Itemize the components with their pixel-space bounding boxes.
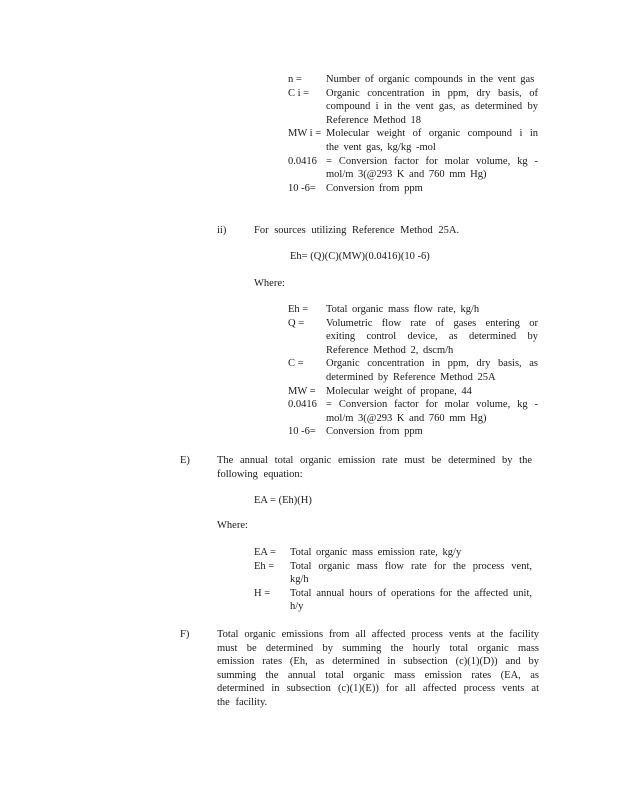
item-f-label: F) (180, 629, 190, 640)
item-ii-label: ii) (217, 225, 227, 236)
definition-row (288, 127, 538, 154)
definition-symbol: EA = (254, 547, 276, 558)
definition-row (288, 425, 538, 439)
definition-row (254, 560, 532, 587)
definition-text: Number of organic compounds in the vent gas (326, 74, 535, 85)
equation-annual-emission-rate: EA = (Eh)(H) (254, 495, 312, 506)
definition-row (254, 546, 532, 560)
definition-symbol: Eh = (254, 560, 275, 572)
definition-text: Total organic mass flow rate for the process vent, kg/h (290, 560, 532, 586)
definition-symbol: C = (288, 358, 304, 370)
item-f-text: Total organic emissions from all affected process vents at the facility must be determined by summing the hourly total organic mass emission rates (Eh, as determined in subsection (c)(1)(D)) and by summing the annual total organic mass emission rates (EA, as determined in subsection (c)(1)(E)) for all affected process vents at the facility. (217, 629, 539, 708)
definition-text: Total organic mass flow rate, kg/h (326, 304, 480, 315)
definition-row (288, 73, 538, 87)
definition-symbol: MW = (288, 385, 316, 397)
definition-text: Molecular weight of propane, 44 (326, 385, 472, 397)
definition-text: = Conversion factor for molar volume, kg - mol/m 3(@293 K and 760 mm Hg) (326, 399, 538, 424)
where-label: Where: (217, 520, 248, 531)
definition-row (288, 87, 538, 128)
item-ii-text: For sources utilizing Reference Method 25A. (254, 225, 460, 236)
definition-row (254, 587, 532, 614)
definition-symbol: MW i = (288, 128, 322, 140)
definition-row (288, 182, 538, 196)
where-label: Where: (254, 278, 285, 289)
definitions-annual-rate (254, 546, 532, 614)
definition-symbol: Eh = (288, 304, 309, 315)
definition-row (288, 303, 538, 317)
item-e-label: E) (180, 455, 190, 466)
item-e-text: The annual total organic emission rate must be determined by the following equation: (217, 455, 532, 480)
equation-mass-flow-rate: Eh= (Q)(C)(MW)(0.0416)(10 -6) (290, 251, 430, 262)
definition-row (288, 155, 538, 182)
definition-row (288, 385, 538, 399)
definition-row (288, 317, 538, 358)
definition-symbol: 10 -6= (288, 426, 316, 438)
definition-symbol: H = (254, 587, 271, 599)
definition-text: Organic concentration in ppm, dry basis, of compound i in the vent gas, as determined by Reference Method 18 (326, 87, 538, 126)
definition-symbol: Q = (288, 317, 305, 329)
definition-text: Total annual hours of operations for the affected unit, h/y (290, 587, 532, 613)
definitions-method-18 (288, 73, 538, 195)
definition-text: Conversion from ppm (326, 182, 423, 194)
definition-symbol: n = (288, 74, 302, 85)
definition-text: = Conversion factor for molar volume, kg - mol/m 3(@293 K and 760 mm Hg) (326, 155, 538, 181)
definition-row (288, 357, 538, 384)
definition-text: Molecular weight of organic compound i in the vent gas, kg/kg -mol (326, 128, 538, 153)
definitions-method-25a (288, 303, 538, 439)
definition-text: Conversion from ppm (326, 426, 423, 438)
definition-text: Organic concentration in ppm, dry basis, as determined by Reference Method 25A (326, 358, 538, 383)
definition-symbol: C i = (288, 87, 310, 99)
definition-text: Total organic mass emission rate, kg/y (290, 547, 462, 558)
definition-text: Volumetric flow rate of gases entering or exiting control device, as determined by Reference Method 2, dscm/h (326, 317, 538, 356)
definition-symbol: 10 -6= (288, 182, 316, 194)
definition-symbol: 0.0416 (288, 155, 317, 167)
definition-symbol: 0.0416 (288, 399, 317, 411)
definition-row (288, 398, 538, 425)
